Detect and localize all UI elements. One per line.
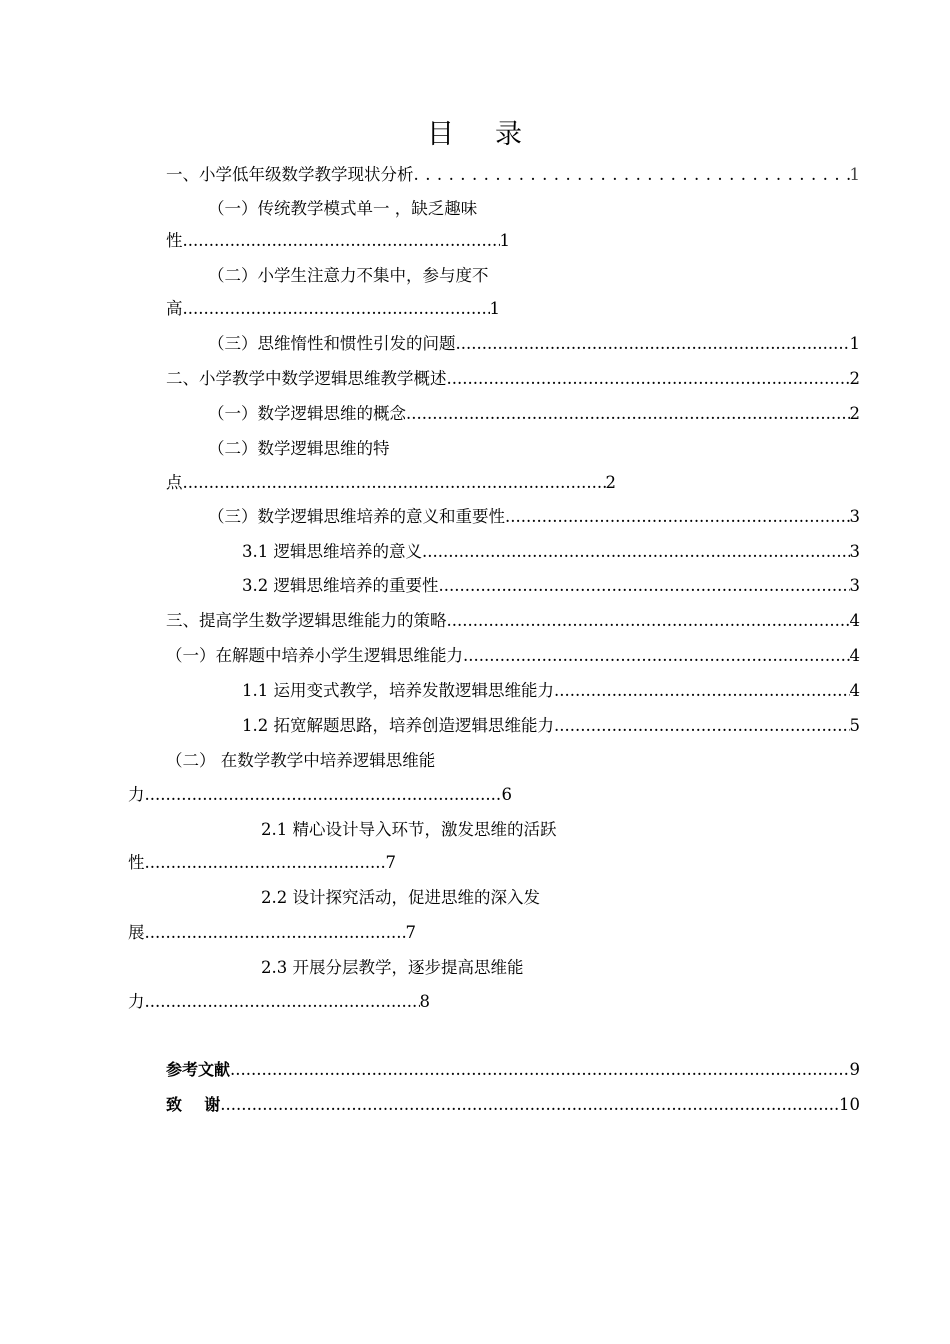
toc-entry-page: 7 [405, 923, 416, 942]
toc-entry-page: 3 [849, 542, 860, 561]
toc-entry-label: 3.2 逻辑思维培养的重要性 [242, 576, 439, 595]
toc-entry[interactable] [242, 714, 860, 738]
toc-leader-dots [183, 229, 500, 253]
toc-entry[interactable] [166, 471, 616, 495]
toc-entry-page: 2 [605, 473, 616, 492]
toc-entry[interactable] [208, 402, 860, 426]
toc-entry-label[interactable]: （二） 在数学教学中培养逻辑思维能 [166, 751, 436, 770]
toc-entry[interactable] [128, 990, 430, 1014]
toc-entry-page: 3 [849, 507, 860, 526]
toc-leader-dots [456, 332, 850, 356]
toc-leader-dots [145, 851, 386, 875]
toc-entry-label[interactable]: （一）传统教学模式单一 ，缺乏趣味 [208, 199, 478, 218]
toc-entry-label: 力 [128, 785, 145, 804]
toc-leader-dots [183, 471, 606, 495]
toc-entry-label: 1.2 拓宽解题思路，培养创造逻辑思维能力 [242, 716, 554, 735]
toc-leader-dots [447, 367, 850, 391]
toc-entry[interactable] [128, 783, 512, 807]
toc-entry-page: 9 [849, 1060, 860, 1079]
toc-entry-label: 性 [128, 853, 145, 872]
toc-entry-label: 性 [166, 231, 183, 250]
toc-entry-label: 展 [128, 923, 145, 942]
toc-entry[interactable] [166, 163, 860, 187]
toc-leader-dots [406, 402, 850, 426]
toc-entry-label[interactable]: 2.2 设计探究活动，促进思维的深入发 [261, 888, 540, 907]
toc-entry-page: 2 [849, 404, 860, 423]
toc-entry[interactable] [242, 574, 860, 598]
toc-entry-label: 点 [166, 473, 183, 492]
toc-entry-page: 1 [849, 334, 860, 353]
toc-entry-label[interactable]: （二）小学生注意力不集中，参与度不 [208, 266, 489, 285]
toc-entry-page: 1 [849, 165, 860, 184]
toc-entry-label: 二、小学教学中数学逻辑思维教学概述 [166, 369, 447, 388]
toc-entry-page: 4 [849, 681, 860, 700]
toc-entry-page: 4 [849, 611, 860, 630]
toc-leader-dots [439, 574, 850, 598]
toc-title-part2: 录 [495, 119, 523, 150]
toc-leader-dots [230, 1058, 849, 1082]
toc-entry[interactable] [128, 851, 396, 875]
toc-entry[interactable] [242, 540, 860, 564]
toc-entry-page: 3 [849, 576, 860, 595]
toc-entry-label: 一、小学低年级数学教学现状分析 [166, 165, 414, 184]
toc-title-part1: 目 [427, 119, 455, 150]
toc-entry-label: 参考文献 [166, 1060, 231, 1079]
toc-entry[interactable] [208, 332, 860, 356]
toc-entry-label: （一）在解题中培养小学生逻辑思维能力 [166, 646, 463, 665]
toc-entry[interactable] [242, 679, 860, 703]
toc-entry-page: 1 [499, 231, 510, 250]
toc-leader-dots [220, 1093, 839, 1117]
toc-entry-page: 4 [849, 646, 860, 665]
toc-leader-dots [145, 783, 502, 807]
toc-entry[interactable] [166, 1093, 860, 1117]
toc-leader-dots [145, 921, 406, 945]
toc-entry[interactable] [166, 297, 500, 321]
toc-leader-dots [463, 644, 850, 668]
toc-entry[interactable] [128, 921, 416, 945]
toc-entry-label: 高 [166, 299, 183, 318]
toc-leader-dots [554, 679, 850, 703]
toc-entry-label: 力 [128, 992, 145, 1011]
toc-entry[interactable] [166, 1058, 860, 1082]
toc-leader-dots [505, 505, 850, 529]
toc-entry-label: 1.1 运用变式教学，培养发散逻辑思维能力 [242, 681, 554, 700]
toc-entry-label: 三、提高学生数学逻辑思维能力的策略 [166, 611, 447, 630]
toc-entry-page: 1 [489, 299, 500, 318]
toc-entry[interactable] [166, 229, 510, 253]
toc-entry-page: 6 [501, 785, 512, 804]
toc-entry-label: 致 谢 [166, 1095, 221, 1114]
toc-entry-label[interactable]: 2.1 精心设计导入环节，激发思维的活跃 [261, 820, 557, 839]
toc-entry-label[interactable]: 2.3 开展分层教学，逐步提高思维能 [261, 958, 524, 977]
toc-leader-dots [554, 714, 850, 738]
toc-entry[interactable] [166, 367, 860, 391]
toc-entry[interactable] [166, 644, 860, 668]
toc-entry[interactable] [208, 505, 860, 529]
toc-entry-page: 7 [385, 853, 396, 872]
toc-entry-label: 3.1 逻辑思维培养的意义 [242, 542, 422, 561]
toc-leader-dots [145, 990, 420, 1014]
toc-entry-label: （三）数学逻辑思维培养的意义和重要性 [208, 507, 505, 526]
toc-entry-page: 10 [839, 1095, 860, 1114]
toc-entry-page: 5 [849, 716, 860, 735]
toc-entry-page: 8 [419, 992, 430, 1011]
toc-entry-label[interactable]: （二）数学逻辑思维的特 [208, 439, 390, 458]
toc-leader-dots [422, 540, 850, 564]
toc-entry-label: （三）思维惰性和惯性引发的问题 [208, 334, 456, 353]
toc-entry[interactable] [166, 609, 860, 633]
toc-entry-page: 2 [849, 369, 860, 388]
toc-leader-dots [447, 609, 850, 633]
toc-leader-dots [414, 163, 850, 187]
toc-leader-dots [183, 297, 490, 321]
toc-entry-label: （一）数学逻辑思维的概念 [208, 404, 406, 423]
